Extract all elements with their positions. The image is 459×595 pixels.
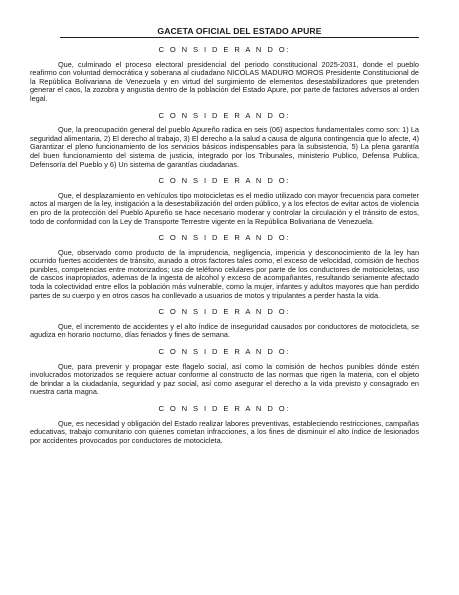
- gazette-header: GACETA OFICIAL DEL ESTADO APURE: [157, 26, 322, 36]
- document-body: [30, 46, 419, 453]
- considerando-paragraph: Que, la preocupación general del pueblo Apureño radica en seis (06) aspectos fundamentales como son: 1) La seguridad alimentaria, 2) El derecho al trabajo, 3) El derecho a la salud a causa de alguna contingencia que lo afecte, 4) Garantizar el pleno funcionamiento de los servicios básicos indispensables para la subsistencia, 5) La plena garantía del buen funcionamiento del sistema de justicia, integrado por los Tribunales, ministerio Publico, Defensa Publica, Defensoría del Pueblo y 6) Un sistema de garantías ciudadanas.: [30, 125, 420, 169]
- considerando-section-4: [30, 234, 419, 300]
- considerando-section-6: [30, 348, 419, 397]
- considerando-heading: C O N S I D E R A N D O:: [158, 347, 291, 357]
- header-divider: [60, 37, 419, 38]
- considerando-section-7: [30, 405, 419, 445]
- considerando-heading: C O N S I D E R A N D O:: [158, 233, 291, 243]
- considerando-heading: C O N S I D E R A N D O:: [158, 176, 291, 186]
- considerando-paragraph: Que, para prevenir y propagar este flagelo social, así como la comisión de hechos punibles dónde estén involucrados motorizados se requiere actuar conforme al constructo de las normas que rigen la materia, con el objeto de brindar a la ciudadanía, seguridad y paz social, así como asegurar el derecho a la vida previsto y consagrado en nuestra carta magna.: [30, 361, 419, 397]
- considerando-section-2: [30, 112, 419, 170]
- considerando-paragraph: Que, es necesidad y obligación del Estado realizar labores preventivas, estableciendo restricciones, campañas educativas, trabajo comunitario con quienes cometan infracciones, a los fines de disminuir el alto índice de lesionados por accidentes provocados por conductores de motocicleta.: [30, 418, 419, 445]
- considerando-heading: C O N S I D E R A N D O:: [158, 404, 291, 413]
- considerando-section-3: [30, 177, 419, 226]
- considerando-heading: C O N S I D E R A N D O:: [158, 45, 291, 54]
- considerando-section-1: [30, 46, 419, 104]
- considerando-section-5: [30, 308, 419, 340]
- considerando-paragraph: Que, observado como producto de la imprudencia, negligencia, impericia y desconocimiento de la ley han ocurrido fuertes accidentes de tránsito, aunado a otros factores tales como, el exceso de velocidad, comisión de hechos punibles, competencias entre motorizados; uso de teléfono celulares por parte de los conductores de motocicletas, uso de cascos inapropiados, ademas de la ingesta de alcohol y exceso de acompañantes, resultando seriamente afectado toda la colectividad entre ellos la población más vulnerable, como la mujer, infantes y adultos mayores que han perdido partes de su cuerpo y en otros casos ha conllevado a usuarios de motos y tripulantes a perder hasta la vida.: [30, 247, 419, 300]
- considerando-paragraph: Que, el desplazamiento en vehículos tipo motocicletas es el medio utilizado con mayor frecuencia para cometer actos al margen de la ley, instigación a la desestabilización del orden público, y a los efectos de evitar actos de violencia en pro de la protección del Pueblo Apureño se hace necesario moderar y controlar la circulación y el tránsito de estos, todo de conformidad con la Ley de Transporte Terrestre vigente en la República Bolivariana de Venezuela.: [30, 190, 419, 226]
- considerando-paragraph: Que, culminado el proceso electoral presidencial del periodo constitucional 2025-2031, donde el pueblo reafirmo con voluntad democrática y soberana al ciudadano NICOLAS MADURO MOROS Presidente Constitucional de la República Bolivariana de Venezuela y en virtud del surgimiento de elementos desestabilizadores que pretenden generar el caos, la zozobra y angustia dentro de la población del Estado Apure, por parte de factores adversos al orden legal.: [30, 59, 419, 103]
- considerando-paragraph: Que, el incremento de accidentes y el alto índice de inseguridad causados por conductores de motocicleta, se agudiza en horario nocturno, días feriados y fines de semana.: [30, 321, 419, 340]
- considerando-heading: C O N S I D E R A N D O:: [158, 110, 291, 120]
- considerando-heading: C O N S I D E R A N D O:: [158, 307, 291, 317]
